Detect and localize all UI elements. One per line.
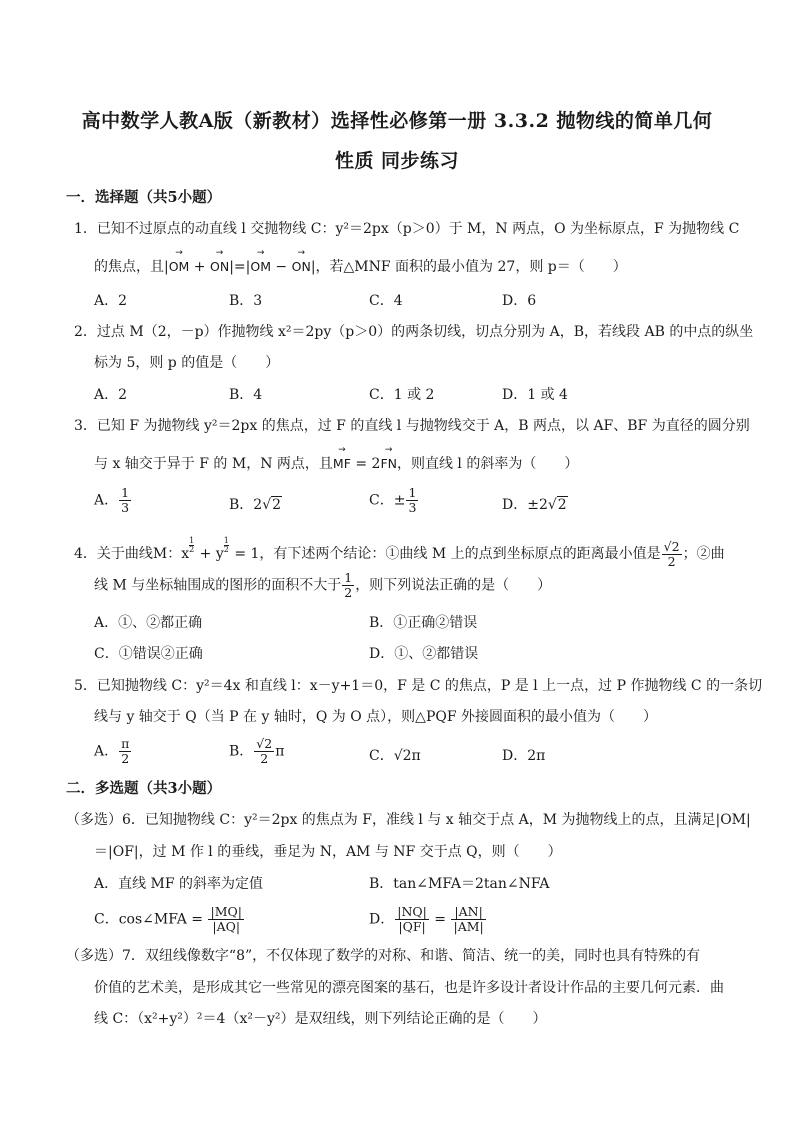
q3-stem-line2 — [94, 453, 578, 473]
denominator: 2 — [189, 545, 195, 554]
vector-on: → ON — [210, 259, 229, 274]
q1-text: + — [189, 259, 210, 275]
fraction — [254, 737, 274, 766]
fraction — [451, 905, 485, 934]
q1-option-a: A．2 — [94, 293, 128, 309]
q5-option-a — [94, 737, 132, 766]
q6-stem-line1: （多选）6．已知抛物线 C：y²＝2px 的焦点为 F，准线 l 与 x 轴交于点 A，M 为抛物线上的点，且满足|OM| — [66, 812, 751, 828]
q3-text: ，则直线 l 的斜率为（ ） — [396, 456, 579, 472]
q5-option-b — [229, 737, 284, 766]
q1-option-b: B．3 — [229, 293, 263, 309]
q4-text: 4．关于曲线M：x — [74, 546, 190, 562]
q5-option-c: C．√2π — [369, 748, 421, 764]
fraction — [395, 905, 429, 934]
option-label: D． — [369, 911, 395, 928]
q4-option-a: A．①、②都正确 — [94, 615, 203, 631]
q4-stem-line1 — [74, 537, 725, 569]
q2-stem-line1: 2．过点 M（2，－p）作抛物线 x²＝2py（p＞0）的两条切线，切点分别为 A，B，若线段 AB 的中点的纵坐 — [74, 324, 754, 340]
q6-option-a: A．直线 MF 的斜率为定值 — [94, 876, 264, 892]
q7-stem-line3: 线 C：（x²+y²）²＝4（x²－y²）是双纽线，则下列结论正确的是（ ） — [94, 1011, 547, 1027]
q3-option-c — [369, 486, 419, 515]
q2-stem-line2: 标为 5，则 p 的值是（ ） — [94, 355, 280, 371]
q3-stem-line1: 3．已知 F 为抛物线 y²＝2px 的焦点，过 F 的直线 l 与抛物线交于 A，B 两点，以 AF、BF 为直径的圆分别 — [74, 418, 750, 434]
radicand: 2 — [272, 497, 282, 513]
q4-text: + y — [195, 546, 224, 562]
q5-stem-line2: 线与 y 轴交于 Q（当 P 在 y 轴时，Q 为 O 点），则△PQF 外接圆面积的最小值为（ ） — [94, 709, 657, 725]
q1-option-d: D．6 — [502, 293, 537, 309]
exponent-fraction — [224, 537, 229, 554]
q1-stem-line1: 1．已知不过原点的动直线 l 交抛物线 C：y²＝2px（p＞0）于 M，N 两点，O 为坐标原点，F 为抛物线 C — [74, 221, 740, 237]
vector-om: → OM — [250, 259, 271, 274]
vector-mf: → MF — [333, 456, 351, 471]
option-label: A． — [94, 743, 119, 760]
exponent-fraction — [189, 537, 194, 554]
q4-stem-line2 — [94, 571, 551, 600]
fraction — [662, 540, 682, 569]
q3-option-d — [502, 494, 568, 514]
sqrt-expression: √2 — [547, 497, 567, 513]
q2-option-b: B．4 — [229, 387, 263, 403]
q7-stem-line1: （多选）7．双纽线像数字“8”，不仅体现了数学的对称、和谐、简洁、统一的美，同时也具有特殊的有 — [66, 948, 701, 964]
numerator: π — [121, 736, 130, 751]
document-title-line1: 高中数学人教A版（新教材）选择性必修第一册 3.3.2 抛物线的简单几何 — [81, 110, 713, 132]
q4-text: ，则下列说法正确的是（ ） — [355, 577, 552, 594]
q4-text: = 1，有下述两个结论：①曲线 M 上的点到坐标原点的距离最小值是 — [229, 546, 661, 562]
q1-text: 的焦点，且| — [94, 259, 169, 275]
q3-text: 与 x 轴交于异于 F 的 M，N 两点，且 — [94, 456, 333, 472]
q3-option-b — [229, 494, 282, 514]
q2-option-a: A．2 — [94, 387, 128, 403]
denominator: |AM| — [453, 919, 484, 934]
q6-stem-line2: ＝|OF|，过 M 作 l 的垂线，垂足为 N，AM 与 NF 交于点 Q，则（ ） — [94, 844, 562, 860]
q1-text: |=| — [229, 259, 251, 275]
fraction — [119, 737, 131, 766]
q1-text: − — [270, 259, 292, 275]
q4-text: ；②曲 — [682, 546, 725, 562]
section-heading-choice: 一．选择题（共5小题） — [66, 189, 222, 206]
option-label: D．±2 — [502, 497, 548, 513]
numerator: 1 — [189, 536, 195, 545]
sqrt-expression: √2 — [262, 497, 282, 513]
numerator: √2 — [663, 538, 680, 554]
denominator: 2 — [223, 545, 229, 554]
q4-option-b: B．①正确②错误 — [369, 615, 478, 631]
q1-text: |，若△MNF 面积的最小值为 27，则 p＝（ ） — [310, 259, 627, 275]
q1-option-c: C．4 — [369, 293, 403, 309]
radicand: 2 — [557, 497, 567, 513]
denominator: 2 — [121, 751, 130, 766]
denominator: 2 — [667, 553, 676, 569]
numerator: |NQ| — [397, 904, 427, 919]
fraction — [342, 571, 354, 600]
q6-option-c — [94, 905, 245, 934]
numerator: √2 — [256, 736, 273, 751]
denominator: 3 — [408, 500, 417, 515]
option-label: B． — [229, 743, 254, 760]
q6-option-d — [369, 905, 487, 934]
q4-option-c: C．①错误②正确 — [94, 646, 203, 662]
q4-option-d: D．①、②都错误 — [369, 646, 479, 662]
q7-stem-line2: 价值的艺术美，是形成其它一些常见的漂亮图案的基石，也是许多设计者设计作品的主要几何元素．曲 — [94, 980, 724, 996]
numerator: |AN| — [451, 905, 485, 920]
option-label: C．cos∠MFA = — [94, 911, 208, 928]
numerator: 1 — [408, 485, 417, 500]
q6-option-b: B．tan∠MFA＝2tan∠NFA — [369, 876, 550, 892]
q2-option-d: D．1 或 4 — [502, 387, 568, 403]
numerator: |MQ| — [210, 904, 242, 919]
numerator: 1 — [121, 485, 130, 500]
vector-on: → ON — [292, 259, 311, 274]
q6-text: = — [429, 911, 451, 928]
option-label: A． — [94, 492, 119, 509]
q5-stem-line1: 5．已知抛物线 C：y²＝4x 和直线 l：x－y+1＝0，F 是 C 的焦点，P 是 l 上一点，过 P 作抛物线 C 的一条切 — [74, 678, 763, 694]
fraction — [406, 486, 418, 515]
numerator: 1 — [223, 536, 229, 545]
q5-text: π — [275, 743, 285, 760]
numerator: 1 — [344, 570, 353, 585]
denominator: |AQ| — [212, 919, 241, 934]
q5-option-d: D．2π — [502, 748, 546, 764]
vector-om: → OM — [169, 259, 190, 274]
q1-stem-line2 — [94, 256, 627, 276]
fraction — [119, 486, 131, 515]
denominator: 3 — [121, 500, 130, 515]
q3-option-a — [94, 486, 132, 515]
denominator: 2 — [260, 751, 269, 766]
denominator: 2 — [344, 585, 353, 600]
fraction — [208, 905, 243, 934]
option-label: B．2 — [229, 497, 263, 513]
section-heading-multi: 二．多选题（共3小题） — [66, 780, 222, 797]
q3-text: = 2 — [350, 456, 381, 472]
option-label: C．± — [369, 492, 406, 509]
document-title-line2: 性质 同步练习 — [334, 150, 460, 172]
q2-option-c: C．1 或 2 — [369, 387, 435, 403]
vector-fn: → FN — [380, 456, 397, 471]
denominator: |QF| — [398, 919, 426, 934]
q4-text: 线 M 与坐标轴围成的图形的面积不大于 — [94, 577, 342, 594]
